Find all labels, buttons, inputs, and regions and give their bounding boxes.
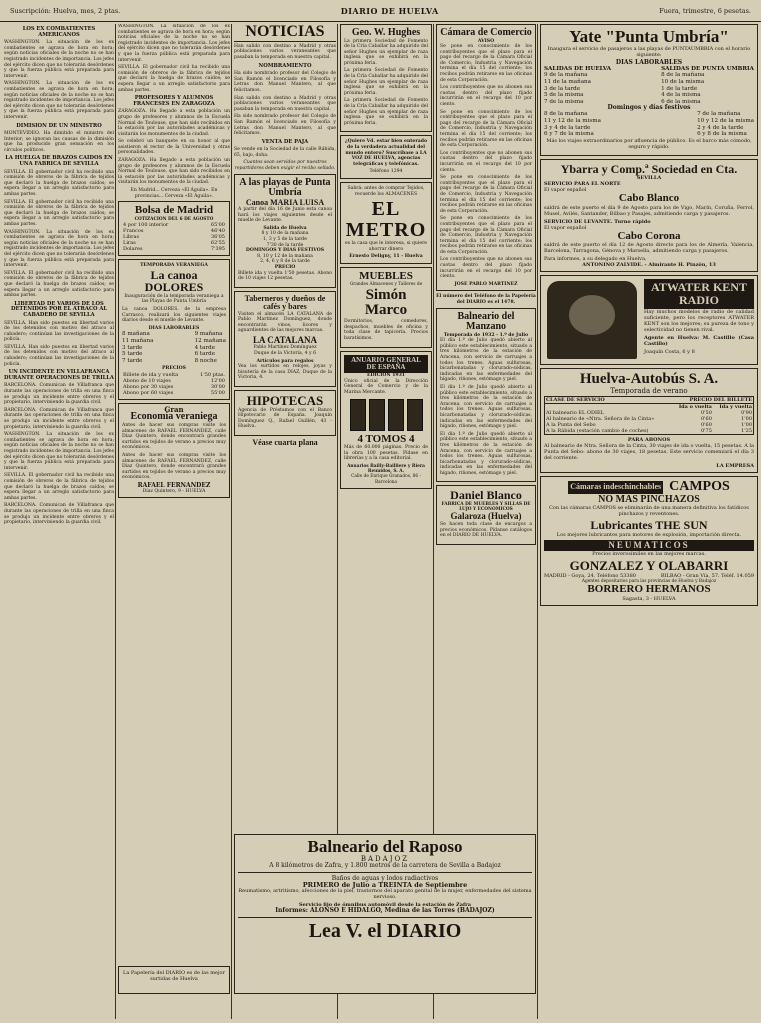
page-header — [0, 0, 761, 22]
column-rule — [115, 24, 116, 1019]
canoa-maria-luisa-ad: A las playas de Punta Umbría Canoa MARIA LUISA A partir del día 16 de Junio esta canoa hará los viajes siguientes desde el muelle de Levante. Salida de Huelva 8 y 10 de la mañana 1, 3 y 5 de la tarde 7'30 de la tarde DOMINGOS Y DIAS FESTIVOS 8, 10 y 12 de la mañana 2, 4, 6 y 8 de la tarde PRECIO Billete ida y vuelta 1'50 pesetas. Abono de 10 viajes 12 pesetas. — [234, 174, 336, 288]
camara-text: Los contribuyentes que no abonen sus cuotas dentro del plazo fijado incurrirán en el recargo del 10 por ciento. — [440, 257, 532, 280]
article-text: WASHINGTON. La situación de los ex combatientes se agrava de hora en hora; según noticias oficiales de la noche no se han registrado incidentes de importancia. Los jefes del ejército dicen que no tolerarán desórdenes y que la fuerza pública está preparada para intervenir. — [4, 40, 114, 79]
simon-text: Dormitorios, comedores, despachos, muebles de oficina y toda clase de tapicería. Precios baratísimos. — [344, 319, 428, 341]
gran-label: Gran — [164, 404, 184, 414]
table-row: Billete de ida y vuelta 1'50 ptas. — [123, 371, 225, 378]
autobus-title: Huelva-Autobús S. A. — [579, 371, 719, 388]
article-text: BARCELONA. Comunican de Villafranca que durante las operaciones de trilla en una finca se produjo un incidente entre obreros y el propietario, interviniendo la guardia civil. — [4, 503, 114, 526]
books-illustration — [344, 399, 428, 431]
blanco-title: Daniel Blanco — [450, 488, 522, 503]
raposo-informes: Informes: ALONSO E HIDALGO, Medina de las Torres (BADAJOZ) — [275, 906, 495, 914]
gonzalez-title: GONZALEZ Y OLABARRI — [569, 558, 729, 574]
borrero-address: Sagasta, 3 - HUELVA — [622, 595, 676, 602]
canoa-dolores-ad — [118, 259, 230, 400]
levante: SERVICIO DE LEVANTE. Turno rápido — [544, 218, 651, 225]
radio-illustration-wrap — [544, 279, 640, 361]
campos-brand: CAMPOS — [669, 479, 730, 495]
hipotecas-title: HIPOTECAS — [246, 392, 324, 408]
campos-text: Con las cámaras CAMPOS se eliminarán de una manera definitiva los fatídicos pinchazos y reventones. — [549, 505, 749, 518]
atwater-text: Hay muchos modelos de radio de calidad suficiente, pero los receptores ATWATER KENT son los mejores; su pureza de tono y selectividad no tienen rival. — [644, 308, 754, 333]
raposo-sub: Baños de aguas y lodos radiactivos — [331, 874, 439, 882]
catalana-ad — [234, 291, 336, 387]
camara-sub: AVISO — [477, 38, 495, 44]
table-row: Abono por 60 viajes 55'00 — [123, 389, 225, 396]
metro-ad — [340, 182, 432, 264]
bolsa-table — [122, 222, 226, 252]
table-row: Dolares 7'395 — [123, 245, 225, 252]
agentes-note: Agentes depositarios para las provincias de Huelva y Badajoz — [581, 579, 717, 585]
bailly: Anuarios Bailly-Bailliere y Riera Reunidos, S. A. — [347, 463, 425, 475]
camara-text: Se pone en conocimiento de los contribuyentes que el plazo para el pago del recargo de la Cámara Oficial de Comercio, Industria y Navegación termina el día 15 del corriente; los recibos podrán retirarse en las oficinas de esta Corporación. — [440, 175, 532, 214]
camara-text: Se pone en conocimiento de los contribuyentes que el plazo para el pago del recargo de la Cámara Oficial de Comercio, Industria y Navegación termina el día 15 del corriente; los recibos podrán retirarse en las oficinas de esta Corporación. — [440, 109, 532, 149]
muebles-sub: Grandes Almacenes y Talleres de — [349, 282, 423, 288]
balneario-text: El día 1.º de Julio quedó abierto al público este establecimiento, situado a tres kilómetros de la estación de Aracena, con servicio de carruajes a todos los trenes. Aguas sulfurosas, bicarbonatadas y clorurado-sódicas, indicadas en las enfermedades del hígado, riñones, estómago y piel. — [440, 338, 532, 383]
hughes-text: La primera Sociedad de Fomento de la Cría Caballar ha adquirido del señor Hughes un ejemplar de raza inglesa que se exhibirá en la próxima feria. — [344, 68, 428, 96]
ybarra-title: Ybarra y Comp.ª Sociedad en Cta. — [560, 161, 738, 176]
headline: LIBERTAD DE VARIOS DE LOS DETENIDOS POR EL ATRACO AL CABADERO DE SEVILLA — [10, 300, 107, 318]
article-text: Se celebró un banquete en su honor al que asistieron el rector de la Universidad y otras personalidades. — [118, 139, 230, 156]
economia-ad — [118, 403, 230, 498]
papeleria-note: La Papelería del DIARIO es de las mejor surtidas de Huelva — [118, 966, 230, 994]
lubricantes-text: Los mejores lubricantes para motores de explosión, importación directa. — [556, 532, 742, 538]
article-text: BARCELONA. Comunican de Villafranca que durante las operaciones de trilla en una finca se produjo un incidente entre obreros y el propietario, interviniendo la guardia civil. — [4, 407, 114, 430]
raposo-title: Balneario del Raposo — [307, 837, 463, 856]
raposo-servicio: Servicio fijo de ómnibus automóvil desde la estación de Zafra — [299, 901, 471, 908]
dolores-text: La canoa DOLORES, de la empresa Carrasco, realizará los siguientes viajes diarios desde el muelle de Levante. — [122, 306, 226, 324]
yate-schedule — [544, 66, 754, 106]
canoa-name: Canoa MARIA LUISA — [245, 197, 325, 207]
anuario-text: Único oficial de la Dirección General de Comercio y de la Marina Mercante. — [344, 378, 428, 396]
camara-text: Se pone en conocimiento de los contribuyentes que el plazo para el pago del recargo de la Cámara Oficial de Comercio, Industria y Navegación termina el día 15 del corriente; los recibos podrán retirarse en las oficinas de esta Corporación. — [440, 44, 532, 83]
blanco-sub: FABRICA DE MUEBLES Y SILLAS DE LUJO Y ECONOMICOS — [441, 502, 531, 513]
schedule-outbound: 8 mañana 11 mañana 3 tarde 5 tarde 7 tarde — [122, 331, 154, 364]
raposo-temp: PRIMERO de Julio a TREINTA de Septiembre — [302, 880, 468, 889]
tabernero-text: Visiten el almacén LA CATALANA de Pablo Martínez Domínguez, donde encontrarán vinos, licores y aguardientes de las mejores marcas. — [238, 311, 332, 334]
voz-ad — [340, 135, 432, 179]
abonos-title: PARA ABONOS — [627, 437, 671, 444]
headline: PROFESORES Y ALUMNOS FRANCESES EN ZARAGOZA — [133, 95, 215, 107]
camaras-title: Cámaras indeschinchables — [568, 481, 663, 493]
catalana-name: LA CATALANA — [253, 334, 317, 345]
table-row: 4 por 100 interior 65'00 — [123, 221, 225, 228]
precio-title: PRECIO — [274, 265, 296, 270]
article-text: SEVILLA. El gobernador civil ha recibido una comisión de obreros de la fábrica de tejidos que declaró la huelga de brazos caídos; se espera llegar a un arreglo satisfactorio para ambas partes. — [118, 65, 230, 93]
agente-address: Joaquín Costa, 6 y 8 — [644, 348, 695, 355]
article-text: WASHINGTON. La situación de los ex combatientes se agrava de hora en hora; según noticias oficiales de la noche no se han registrado incidentes de importancia. Los jefes del ejército dicen que no tolerarán desórdenes y que la fuerza pública está preparada para intervenir. — [118, 24, 230, 63]
headline: VENTA DE PAJA — [261, 138, 309, 145]
noticias-title: NOTICIAS — [234, 24, 336, 42]
table-header: CLASE DE SERVICIO PRECIO DEL BILLETE — [546, 397, 752, 404]
radio-icon — [547, 281, 637, 359]
table-row: Abono de 10 viajes 12'00 — [123, 377, 225, 384]
metro-intro: Sabrá: antes de comprar Tejidos, recuerde los ALMACENES — [347, 185, 425, 197]
articulos-title: Artículos para regalos — [256, 358, 314, 364]
article-text: BARCELONA. Comunican de Villafranca que durante las operaciones de trilla en una finca se produjo un incidente entre obreros y el propietario, interviniendo la guardia civil. — [4, 383, 114, 406]
table-row: Libras 36'05 — [123, 233, 225, 240]
empresa: LA EMPRESA — [716, 463, 754, 470]
article-text: Ha sido nombrado profesor del Colegio de San Ramón el licenciado en Filosofía y Letras don Manuel Mantero, al que felicitamos. — [234, 114, 336, 137]
balneario-text: El día 1.º de Julio quedó abierto al público este establecimiento, situado a tres kilómetros de la estación de Aracena, con servicio de carruajes a todos los trenes. Aguas sulfurosas, bicarbonatadas y clorurado-sódicas, indicadas en las enfermedades del hígado, riñones, estómago y piel. — [440, 384, 532, 430]
neumaticos-text: Precios inverosímiles en las mejores marcas. — [592, 551, 706, 558]
lea-diario: Lea V. el DIARIO — [308, 919, 462, 942]
blanco-text: Se hacen toda clase de encargos a precios económicos. Pídanse catálogos en el DIARIO DE HUELVA. — [440, 521, 532, 539]
yate-note: Más los viajes extraordinarios por afluencia de público. Es el barco más cómodo, seguro y rápido. — [546, 137, 752, 150]
economia-address: Díaz Quintero, 9 - HUELVA — [142, 488, 206, 494]
column-rule — [231, 24, 232, 1019]
article-text: WASHINGTON. La situación de los ex combatientes se agrava de hora en hora; según noticias oficiales de la noche no se han registrado incidentes de importancia. Los jefes del ejército dicen que no tolerarán desórdenes y que la fuerza pública está preparada para intervenir. — [4, 81, 114, 120]
campos-ad — [540, 476, 758, 606]
borrero: BORRERO HERMANOS — [587, 583, 711, 596]
table-row: A la Rábida (estación cambio de coches) 0'75 1'25 — [546, 428, 752, 435]
telefono-note: El número del Teléfono de la Papelería del DIARIO es el 1478. — [436, 294, 536, 306]
yate-ad — [540, 24, 758, 156]
book-icon — [407, 399, 423, 431]
bailly-address: Calle de Enrique Granados, 86 - Barcelona — [351, 474, 421, 485]
yate-intro: Inaugura el servicio de pasajeros a las playas de PUNTAUMBRIA con el horario siguiente: — [547, 45, 751, 58]
yate-festivos-schedule: 8 de la mañana 11 y 12 de la misma 3 y 4 de la tarde 6 y 7 de la misma 7 de la mañana 10 y 12 de la misma 2 y 4 de la tarde 6 y 8 de la misma — [544, 111, 754, 138]
catalana-owner: Pablo Martínez Domínguez — [253, 345, 317, 351]
article-text: WASHINGTON. La situación de los ex combatientes se agrava de hora en hora; según noticias oficiales de la noche no se han registrado incidentes de importancia. Los jefes del ejército dicen que no tolerarán desórdenes y que la fuerza pública está preparada para intervenir. — [4, 432, 114, 471]
cabo-blanco-text: saldrá de este puerto el día 9 de Agosto para los de Vigo, Marín, Coruña, Ferrol, Musel, Avilés, Santander, Bilbao y Pasajes, admitiendo carga y pasajeros. — [544, 204, 754, 217]
camara-signature: JOSE PABLO MARTINEZ — [454, 281, 518, 287]
metro-address: Ernesto Deligny, 11 - Huelva — [349, 254, 423, 260]
muebles-title: MUEBLES — [359, 269, 413, 282]
salida-huelva: Salida de Huelva — [263, 225, 307, 231]
camara-text: Los contribuyentes que no abonen sus cuotas dentro del plazo fijado incurrirán en el recargo del 10 por ciento. — [440, 150, 532, 173]
tomos-text: Más de 60.000 páginas. Precio de la obra 100 pesetas. Pídase en librerías y a la casa editorial. — [344, 445, 428, 462]
article-text: SEVILLA. El gobernador civil ha recibido una comisión de obreros de la fábrica de tejidos que declaró la huelga de brazos caídos; se espera llegar a un arreglo satisfactorio para ambas partes. — [4, 199, 114, 227]
catalana-address: Duque de la Victoria, 4 y 6 — [253, 350, 317, 356]
book-icon — [369, 399, 385, 431]
news-column-1 — [4, 24, 114, 1019]
stock-exchange-box — [118, 201, 230, 256]
fernandez-name: RAFAEL FERNANDEZ — [137, 481, 211, 489]
schedule-return: 9 mañana 12 mañana 4 tarde 6 tarde 8 noche — [194, 331, 226, 364]
anuario-title: ANUARIO GENERAL DE ESPAÑA — [344, 355, 428, 374]
tabernero-title: Taberneros y dueños de cafés y bares — [244, 293, 326, 312]
article-text: ZARAGOZA. Ha llegado a esta población un grupo de profesores y alumnos de la Escuela Normal de Toulouse, que han sido recibidos en la estación por las autoridades académicas y visitarán los monumentos de la ciudad. — [118, 158, 230, 186]
raposo-text: A 8 kilómetros de Zafra, y 1.800 metros de la carretera de Sevilla a Badajoz — [269, 861, 501, 869]
ads-column — [540, 24, 758, 1019]
table-row: Al balneario EL ODIEL 0'50 0'90 — [546, 410, 752, 417]
autobus-ad — [540, 368, 758, 473]
vease-note: Véase cuarta plana — [252, 437, 318, 447]
lubricantes: Lubricantes THE SUN — [590, 518, 708, 533]
agente: Agente en Huelva: M. Castillo (Casa Castillo) — [644, 334, 754, 347]
metro-text: es la casa que le interesa, si quiere ahorrar dinero — [344, 241, 427, 252]
atwater-kent-ad — [540, 275, 758, 365]
table-row: Al balneario de «Ntra. Señora de la Cinta» 0'60 1'00 — [546, 416, 752, 423]
article-text: Ha sido nombrado profesor del Colegio de San Ramón el licenciado en Filosofía y Letras don Manuel Mantero, al que felicitamos. — [234, 71, 336, 93]
tomos: 4 TOMOS 4 — [357, 432, 415, 445]
vapor-label: El vapor español — [544, 187, 587, 194]
article-text: Han salido con destino a Madrid y otras poblaciones varios veraneantes que pasaban la temporada en nuestra capital. — [234, 95, 336, 112]
notice: Cuantos sean servidos por nuestros repartidores deben exigir el recibo sellado. — [234, 160, 336, 172]
article-text: SEVILLA. El gobernador civil ha recibido una comisión de obreros de la fábrica de tejidos que declaró la huelga de brazos caídos; se espera llegar a un arreglo satisfactorio para ambas partes. — [4, 473, 114, 501]
raposo-ind: Reumatismo, artritismo, afecciones de la piel, trastornos del aparato genital de la mujer, enfermedades del sistema nervioso. — [238, 887, 532, 900]
headline: LA HUELGA DE BRAZOS CAIDOS EN UNA FABRICA DE SEVILLA — [5, 155, 113, 168]
hipotecas-ad — [234, 390, 336, 436]
dias-laborables: DIAS LABORABLES — [148, 325, 200, 331]
hughes-ad — [340, 24, 432, 132]
economia-title: Economía veraniega — [130, 411, 218, 423]
hipotecas-text: Agencia de Préstamos con el Banco Hipotecario de España. Joaquín Domínguez Q., Rafael Guillén, 43 - Huelva. — [238, 407, 332, 430]
precios-title: PRECIOS — [162, 366, 186, 372]
atwater-title: ATWATER KENT RADIO — [644, 279, 754, 308]
bolsa-subtitle: COTIZACION DEL 6 DE AGOSTO — [134, 216, 214, 222]
vapor-label: El vapor español — [544, 224, 587, 231]
simon-title: Simón Marco — [364, 286, 408, 319]
balneario-sub: Temporada de 1932 - 1.º de Julio — [443, 332, 529, 338]
canoa-text: A partir del día 16 de Junio esta canoa hará los viajes siguientes desde el muelle de Levante. — [238, 207, 332, 224]
laborables: DIAS LABORABLES — [615, 58, 683, 66]
table-header: Ida o vuelta Ida y vuelta — [678, 404, 752, 411]
headline: UN INCIDENTE EN VILLAFRANCA DURANTE OPERACIONES DE TRILLA — [4, 369, 114, 381]
camara-text: Los contribuyentes que no abonen sus cuotas dentro del plazo fijado incurrirán en el recargo del 10 por ciento. — [440, 85, 532, 108]
news-column-2 — [118, 24, 230, 1019]
zalvide: ANTONINO ZALVIDE. - Almirante H. Pinzón, 13 — [582, 262, 716, 269]
article-text: ZARAGOZA. Ha llegado a esta población un grupo de profesores y alumnos de la Escuela Normal de Toulouse, que han sido recibidos en la estación por las autoridades académicas y visitarán los monumentos de la ciudad. — [118, 109, 230, 137]
neumaticos: NEUMATICOS — [544, 540, 754, 551]
daniel-blanco-ad — [436, 485, 536, 544]
precios-table — [122, 372, 226, 396]
pinchazos: NO MAS PINCHAZOS — [598, 493, 700, 505]
economia-text: Antes de hacer sus compras visite los almacenes de RAFAEL FERNANDEZ, calle Díaz Quintero, donde encontrará grandes surtidos en tejidos de verano a precios muy económicos. — [122, 452, 226, 481]
galaroza: Galaroza (Huelva) — [450, 511, 522, 522]
headline: DIMISION DE UN MINISTRO — [16, 122, 102, 129]
precio-text: Billete ida y vuelta 1'50 pesetas. Abono de 10 viajes 12 pesetas. — [238, 270, 332, 282]
badajoz: BADAJOZ — [360, 854, 410, 863]
article-text: WASHINGTON. La situación de los ex combatientes se agrava de hora en hora; según noticias oficiales de la noche no se han registrado incidentes de importancia. Los jefes del ejército dicen que no tolerarán desórdenes y que la fuerza pública está preparada para intervenir. — [4, 229, 114, 269]
headline: NOMBRAMIENTO — [258, 62, 312, 69]
table-row: A la Punta del Sebo 0'60 1'00 — [546, 422, 752, 429]
article-text: Se vende en la Sociedad de la calle Rábida, 65, bajo, doha. — [234, 147, 336, 158]
salidas-punta: SALIDAS DE PUNTA UMBRIA 8 de la mañana 10 de la misma 1 de la tarde 4 de la misma 6 de la misma — [661, 65, 754, 105]
gonzalez-addresses: MADRID - Goya, 24. Teléfono 53380 BILBAO - Gran Vía, 57. Teléf. 14.059 — [544, 573, 754, 580]
tarifa-table — [544, 396, 754, 435]
autobus-sub: Temporada de verano — [610, 387, 688, 396]
headline: LOS EX COMBATIENTES AMERICANOS — [22, 26, 96, 38]
table-row: Francos 46'40 — [123, 227, 225, 234]
article-text: Han salido con destino a Madrid y otras poblaciones varios veraneantes que pasaban la temporada en nuestra capital. — [234, 43, 336, 60]
metro-title: EL METRO — [345, 198, 427, 242]
abonos-text: Al balneario de Ntra. Señora de la Cinta, 30 viajes de ida o vuelta, 15 pesetas. A la Punta del Sebo: abono de 30 viajes, 18 pesetas. Este servicio comenzará el día 3 del corriente. — [544, 443, 754, 462]
article-text: SEVILLA. El gobernador civil ha recibido una comisión de obreros de la fábrica de tejidos que declaró la huelga de brazos caídos; se espera llegar a un arreglo satisfactorio para ambas partes. — [4, 169, 114, 198]
hughes-text: La primera Sociedad de Fomento de la Cría Caballar ha adquirido del señor Hughes un ejemplar de raza inglesa que se exhibirá en la próxima feria. — [344, 98, 428, 126]
simon-marco-ad — [340, 267, 432, 348]
dolores-subtitle: Inauguración de la temporada veraniega a las Playas de Punta Umbría — [124, 293, 224, 305]
article-text: MONTEVIDEO. Ha dimitido el ministro del Interior; se ignoran las causas de la dimisión que ha producido gran sensación en los círculos políticos. — [4, 131, 114, 153]
cabo-corona-text: saldrá de este puerto el día 12 de Agosto directo para los de Almería, Valencia, Barcelona, Tarragona, Génova y Marsella, admitiendo carga y pasajeros. — [544, 242, 754, 255]
salidas-huelva: SALIDAS DE HUELVA 9 de la mañana 11 de la mañana 3 de la tarde 5 de la misma 7 de la misma — [544, 65, 612, 105]
balneario-text: El día 1.º de Julio quedó abierto al público este establecimiento, situado a tres kilómetros de la estación de Aracena, con servicio de carruajes a todos los trenes. Aguas sulfurosas, bicarbonatadas y clorurado-sódicas, indicadas en las enfermedades del hígado, riñones, estómago y piel. — [440, 431, 532, 476]
anuario-sub: EDICION 1931 — [366, 373, 406, 379]
table-row: Liras 62'55 — [123, 239, 225, 246]
book-icon — [388, 399, 404, 431]
article-text: SEVILLA. Han sido puestos en libertad varios de los detenidos con motivo del atraco al cabadero; continúan las investigaciones de la policía. — [4, 344, 114, 367]
subscription-outside: Fuera, trimestre, 6 pesetas. — [659, 6, 751, 15]
book-icon — [350, 399, 366, 431]
cabo-blanco: Cabo Blanco — [618, 192, 680, 205]
economia-text: Antes de hacer sus compras visite los almacenes de RAFAEL FERNANDEZ, calle Díaz Quintero, donde encontrará grandes surtidos en tejidos de verano a precios muy económicos. — [122, 422, 226, 451]
ybarra-ad — [540, 159, 758, 273]
camara-title: Cámara de Comercio — [440, 27, 532, 38]
articulos-text: Vea los surtidos en relojes, joyas y bisutería de la casa DIAZ, Duque de la Victoria, 4. — [238, 364, 332, 381]
sevilla: SEVILLA — [636, 175, 662, 182]
dolores-title: La canoa DOLORES — [144, 267, 204, 295]
subscription-price: Suscripción: Huelva, mes, 2 ptas. — [10, 6, 121, 15]
bolsa-title: Bolsa de Madrid — [134, 204, 214, 217]
table-row: Abono por 30 viajes 30'00 — [123, 383, 225, 390]
article-text: SEVILLA. Han sido puestos en libertad varios de los detenidos con motivo del atraco al cabadero; continúan las investigaciones de la policía. — [4, 320, 114, 343]
servicio-norte: SERVICIO PARA EL NORTE — [544, 181, 621, 188]
beer-ad: En Madrid... Cerveza «El Águila». En provincias... Cerveza «El Águila». — [130, 188, 218, 199]
hughes-title: Geo. W. Hughes — [351, 27, 421, 38]
balneario-title: Balneario del Manzano — [457, 310, 515, 333]
camara-text: Se pone en conocimiento de los contribuyentes que el plazo para el pago del recargo de la Cámara Oficial de Comercio, Industria y Navegación termina el día 15 del corriente; los recibos podrán retirarse en las oficinas de esta Corporación. — [440, 216, 532, 255]
anuario-ad — [340, 351, 432, 489]
article-text: SEVILLA. El gobernador civil ha recibido una comisión de obreros de la fábrica de tejidos que declaró la huelga de brazos caídos; se espera llegar a un arreglo satisfactorio para ambas partes. — [4, 270, 114, 299]
masthead: DIARIO DE HUELVA — [340, 5, 439, 16]
column-rule — [537, 24, 538, 1019]
informes: Para informes, a su delegado en Huelva, — [544, 256, 647, 263]
balneario-raposo-ad — [234, 834, 536, 994]
hughes-text: La primera Sociedad de Fomento de la Cría Caballar ha adquirido del señor Hughes un ejemplar de raza inglesa que se exhibirá en la próxima feria. — [344, 38, 428, 66]
camara-ad — [436, 24, 536, 291]
temporada-label: TEMPORADA VERANIEGA — [140, 262, 208, 268]
playas-title: A las playas de Punta Umbría — [239, 176, 331, 199]
festivos: Domingos y días festivos — [607, 104, 691, 112]
schedule — [122, 331, 226, 364]
domingos: DOMINGOS Y DIAS FESTIVOS — [245, 248, 325, 254]
balneario-manzano-ad — [436, 308, 536, 483]
yate-title: Yate "Punta Umbría" — [569, 27, 729, 46]
cabo-corona: Cabo Corona — [617, 229, 681, 242]
voz-text: ¿Quiere Vd. estar bien enterado de la verdadera actualidad del mundo entero? Suscríbase a LA VOZ DE HUELVA, agencias telegráficas y telefónicas. — [344, 139, 428, 167]
telefono: Teléfono 1294 — [369, 169, 403, 175]
